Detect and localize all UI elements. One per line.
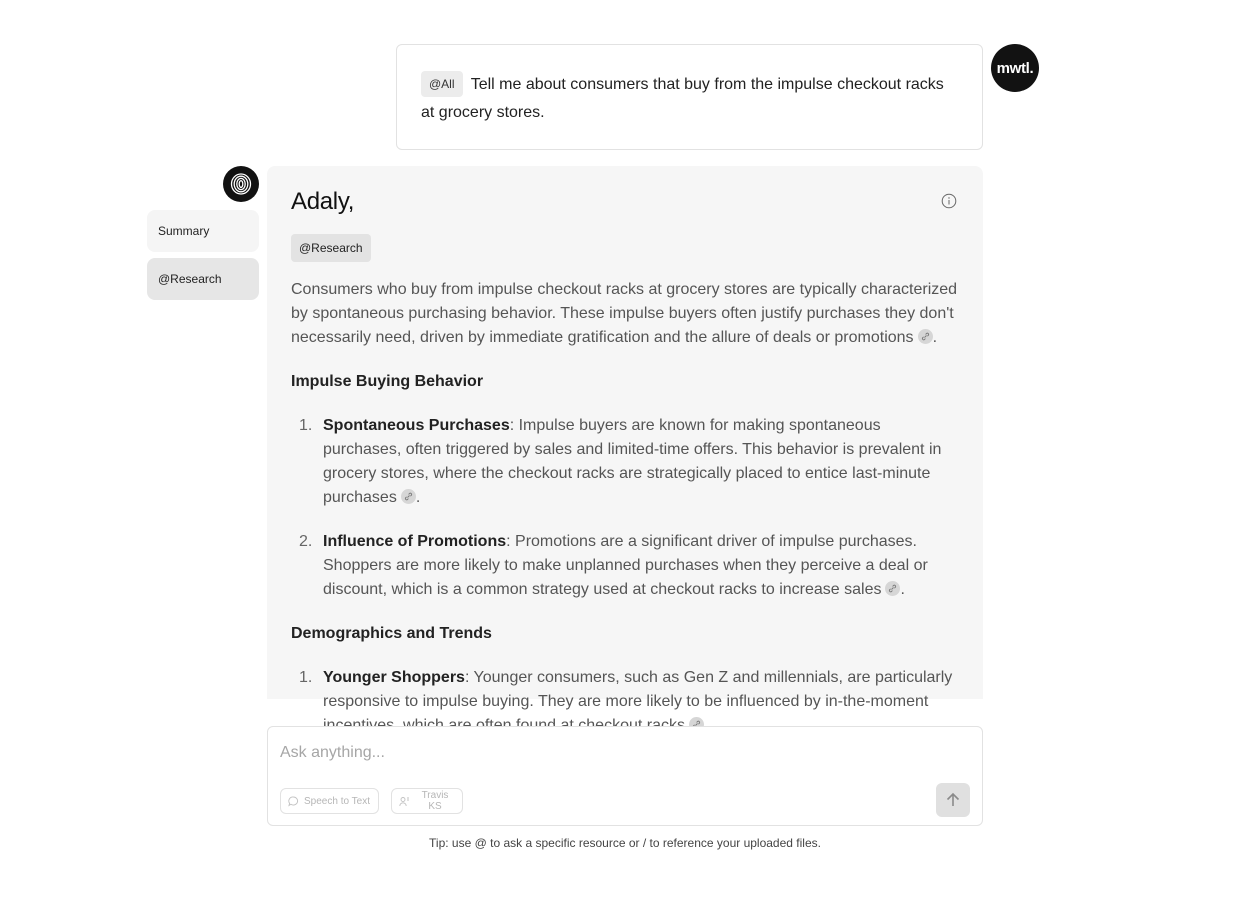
item-text: : Impulse buyers are known for making spontaneous purchases, often triggered by sales and limited-time offers. This behavior is prevalent in grocery stores, where the checkout racks are strategically placed to entice last-minute purchases <box>323 417 942 506</box>
travis-button[interactable] <box>391 788 463 814</box>
list-item <box>291 414 959 510</box>
list-number: 1. <box>299 417 313 434</box>
info-icon[interactable] <box>941 193 957 209</box>
person-icon <box>399 796 410 807</box>
mention-chip: @All <box>421 71 463 97</box>
user-message-text: Tell me about consumers that buy from the impulse checkout racks at grocery stores. <box>421 76 944 121</box>
ask-input[interactable] <box>280 739 940 767</box>
speech-to-text-button[interactable] <box>280 788 379 814</box>
item-text: : Promotions are a significant driver of impulse purchases. Shoppers are more likely to make unplanned purchases when they perceive a deal or discount, which is a common strategy used at checkout racks to increase sales <box>323 533 928 598</box>
item-label: Spontaneous Purchases <box>323 417 510 434</box>
user-message <box>396 44 983 150</box>
link-icon[interactable] <box>918 329 933 344</box>
intro-paragraph: Consumers who buy from impulse checkout racks at grocery stores are typically characterized by spontaneous purchasing behavior. These impulse buyers often justify purchases they don't necessarily need, driven by immediate gratification and the allure of deals or promotions . <box>291 281 958 346</box>
avatar[interactable]: mwtl. <box>991 44 1039 92</box>
travis-label: Travis KS <box>421 790 449 812</box>
numbered-list <box>291 414 959 602</box>
research-chip: @Research <box>291 234 371 262</box>
item-label: Younger Shoppers <box>323 669 465 686</box>
tab-summary[interactable]: Summary <box>147 210 259 252</box>
item-label: Influence of Promotions <box>323 533 507 550</box>
list-content: Spontaneous Purchases: Impulse buyers are known for making spontaneous purchases, often triggered by sales and limited-time offers. This behavior is prevalent in grocery stores, where the checkout racks are strategically placed to entice last-minute purchases . <box>323 417 942 506</box>
link-icon[interactable] <box>885 581 900 596</box>
composer <box>267 726 983 826</box>
list-number: 2. <box>299 533 313 550</box>
speech-label: Speech to Text <box>304 795 370 807</box>
list-item <box>291 530 959 602</box>
list-number: 1. <box>299 669 313 686</box>
chat-bubble-icon <box>288 796 299 807</box>
section-heading: Impulse Buying Behavior <box>291 373 484 390</box>
tip-text: Tip: use @ to ask a specific resource or / to reference your uploaded files. <box>429 836 821 850</box>
item-text: : Younger consumers, such as Gen Z and millennials, are particularly responsive to impulse buying. They are more likely to be influenced by in-the-moment <box>323 669 953 710</box>
list-content: Influence of Promotions: Promotions are a significant driver of impulse purchases. Shoppers are more likely to make unplanned purchases when they perceive a deal or discount, which is a common strategy used at checkout racks to increase sales . <box>323 533 928 598</box>
send-button[interactable] <box>936 783 970 817</box>
arrow-up-icon <box>944 791 962 809</box>
response-card <box>267 166 983 710</box>
response-title: Adaly, <box>291 188 355 215</box>
fingerprint-icon <box>223 166 259 202</box>
section-heading: Demographics and Trends <box>291 625 492 642</box>
intro-text: Consumers who buy from impulse checkout racks at grocery stores are typically characterized by spontaneous purchasing behavior. These impulse buyers often justify purchases they don't necessarily need, driven by immediate gratification and the allure of deals or promotions <box>291 281 958 346</box>
tab-research[interactable]: @Research <box>147 258 259 300</box>
link-icon[interactable] <box>401 489 416 504</box>
